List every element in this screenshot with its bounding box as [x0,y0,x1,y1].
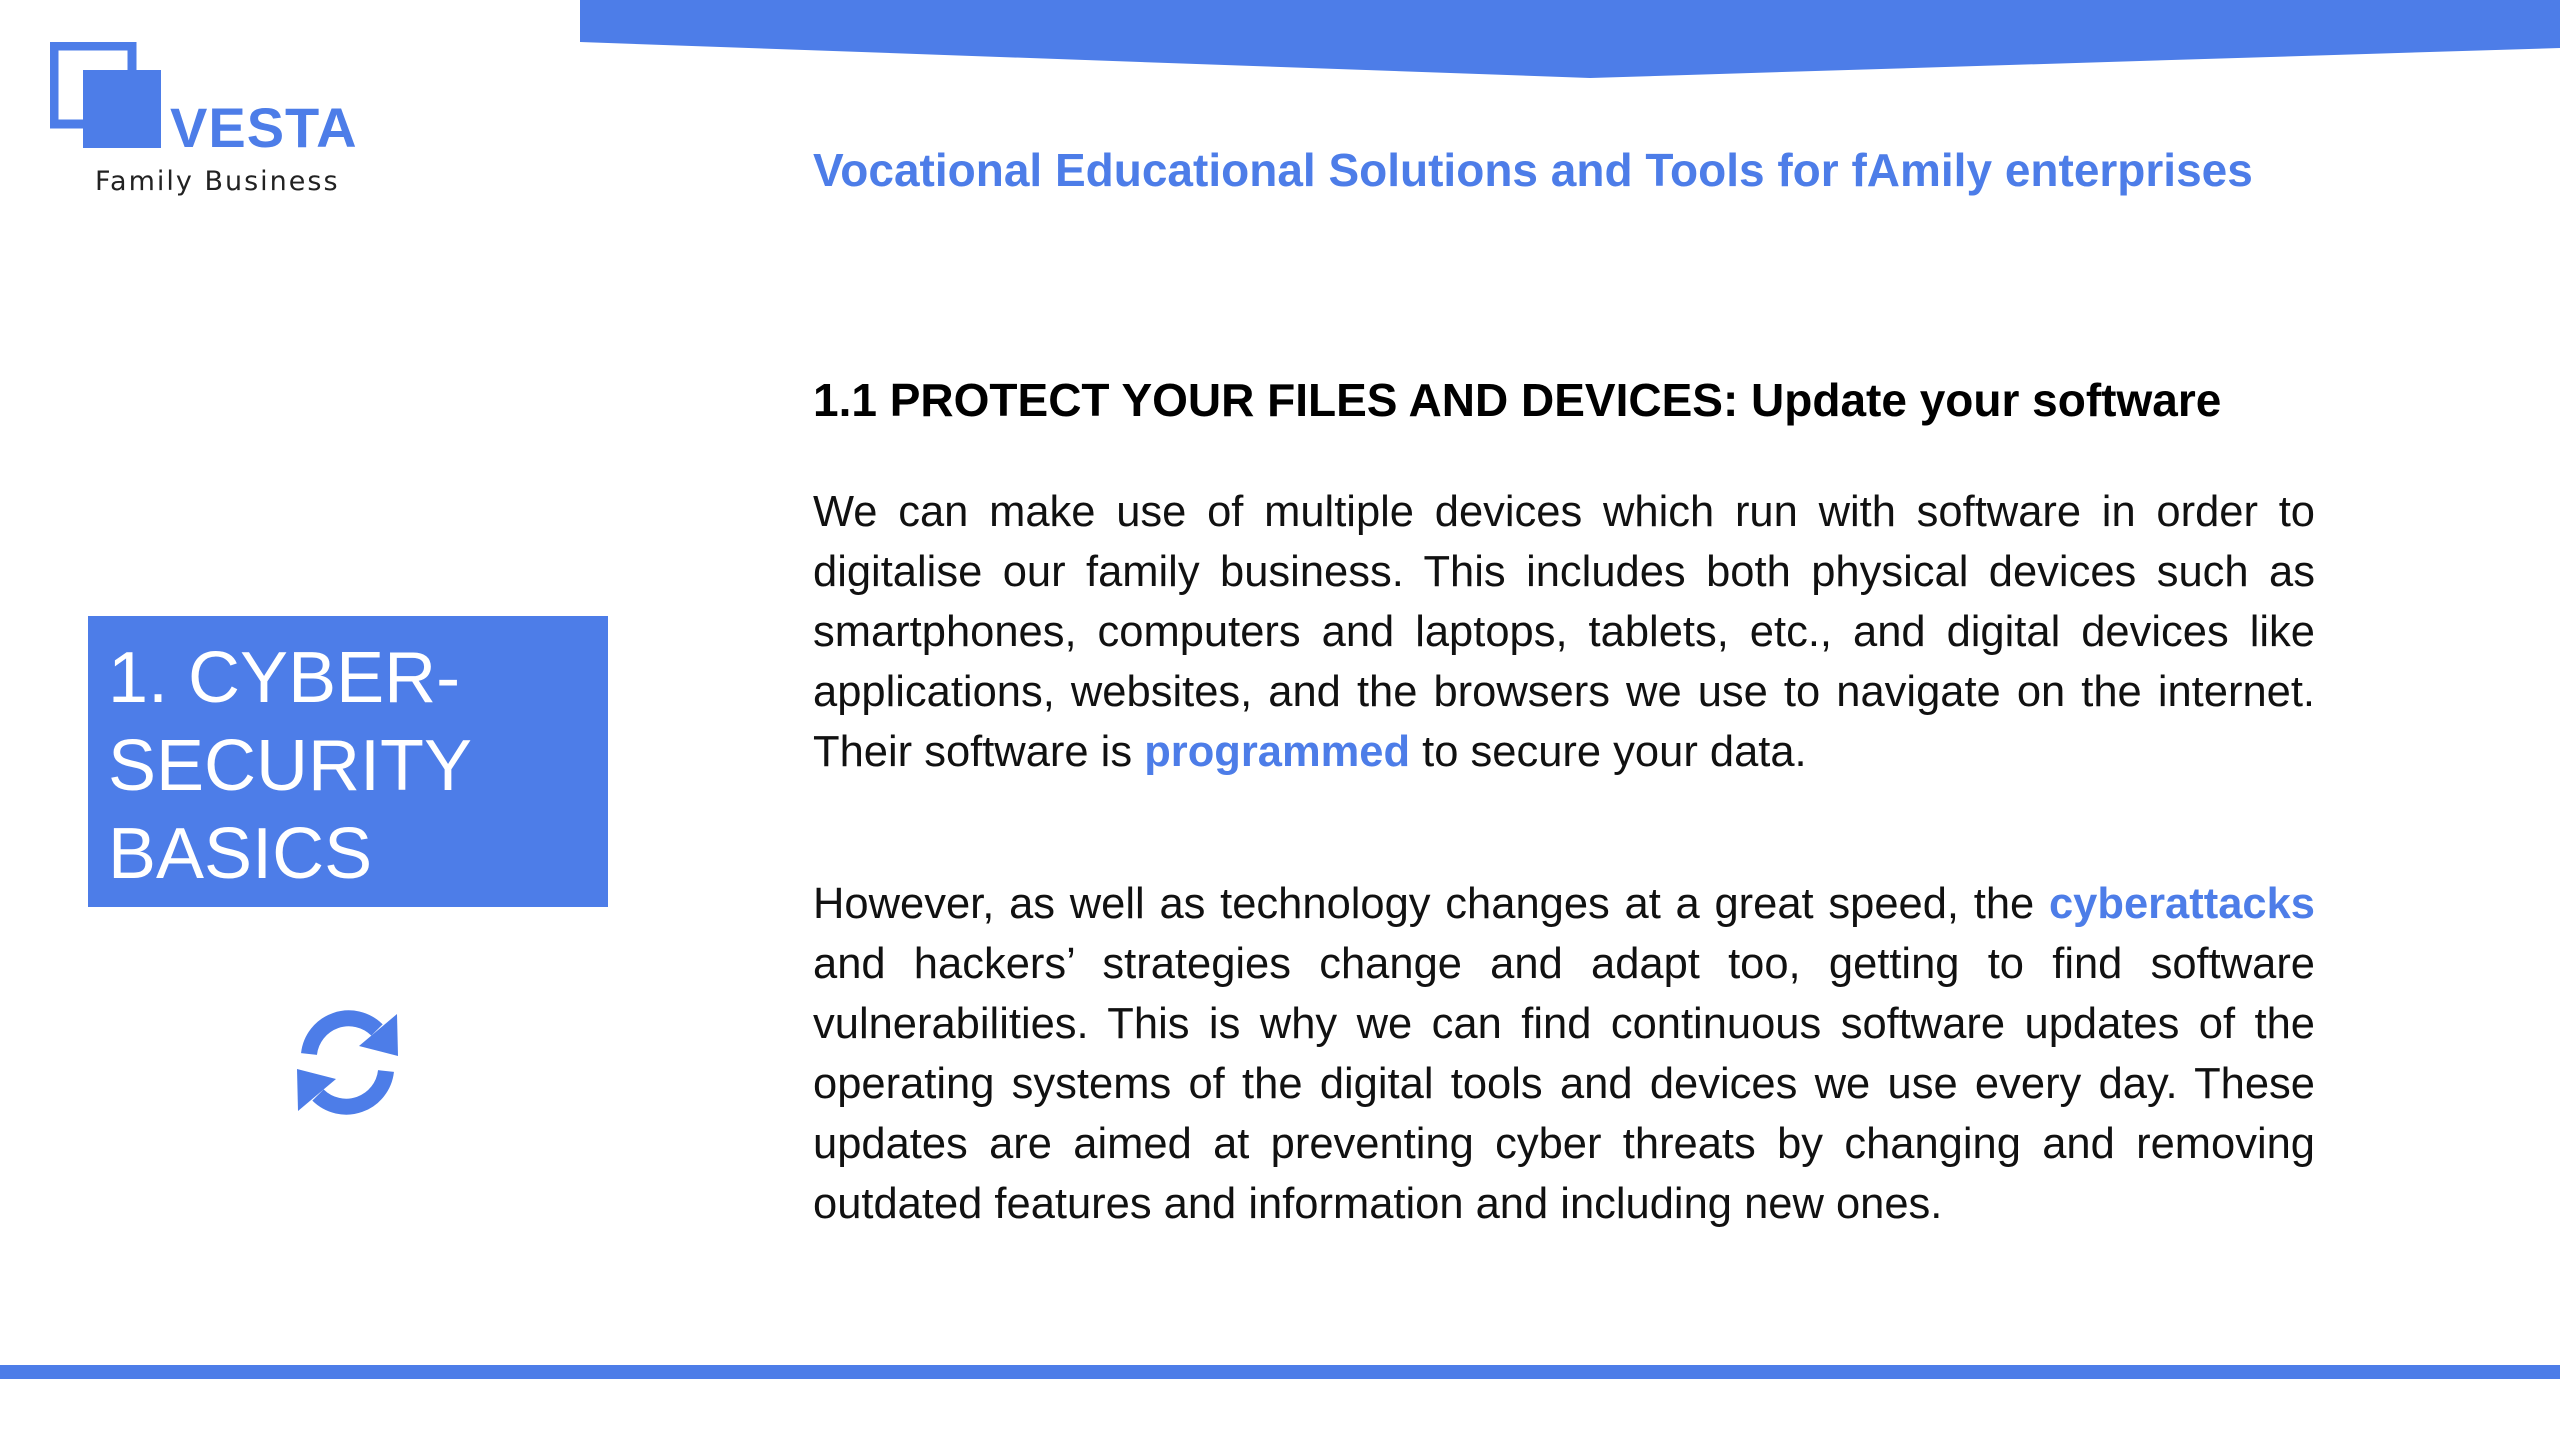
paragraph-2-text-end: and hackers’ strategies change and adapt too, getting to find software vulnerabilities. This is why we can find continuous software updates of the operating systems of the digital tools and devices we use every day. These updates are aimed at preventing cyber threats by changing and removing outdated features and information and including new ones. [813,940,2315,1228]
paragraph-1 [813,482,2315,782]
header-banner [580,0,2560,82]
section-title-box [88,616,608,907]
paragraph-2 [813,874,2315,1234]
vesta-logo [50,42,370,212]
highlight-programmed: programmed [1144,728,1411,776]
logo-tagline: Family Business [95,166,340,197]
paragraph-1-text-end: to secure your data. [1410,728,1807,776]
paragraph-1-text-start: We can make use of multiple devices which run with software in order to digitalise our family business. This includes both physical devices such as smartphones, computers and laptops, tablets, etc., and digital devices like applications, websites, and the browsers we use to navigate on the internet. Their software is [813,488,2315,776]
highlight-cyberattacks: cyberattacks [2048,880,2315,928]
content-heading: 1.1 PROTECT YOUR FILES AND DEVICES: Update your software [813,374,2222,426]
section-title: 1. CYBER- SECURITY BASICS [108,638,473,894]
logo-wordmark: VESTA [170,96,358,159]
project-subtitle: Vocational Educational Solutions and Tools for fAmily enterprises [813,144,2253,196]
refresh-icon [285,1000,410,1125]
logo-mark-icon [50,42,165,152]
footer-rule [0,1365,2560,1379]
main-content [813,370,2315,1234]
paragraph-2-text-start: However, as well as technology changes at a great speed, the [813,880,2049,928]
